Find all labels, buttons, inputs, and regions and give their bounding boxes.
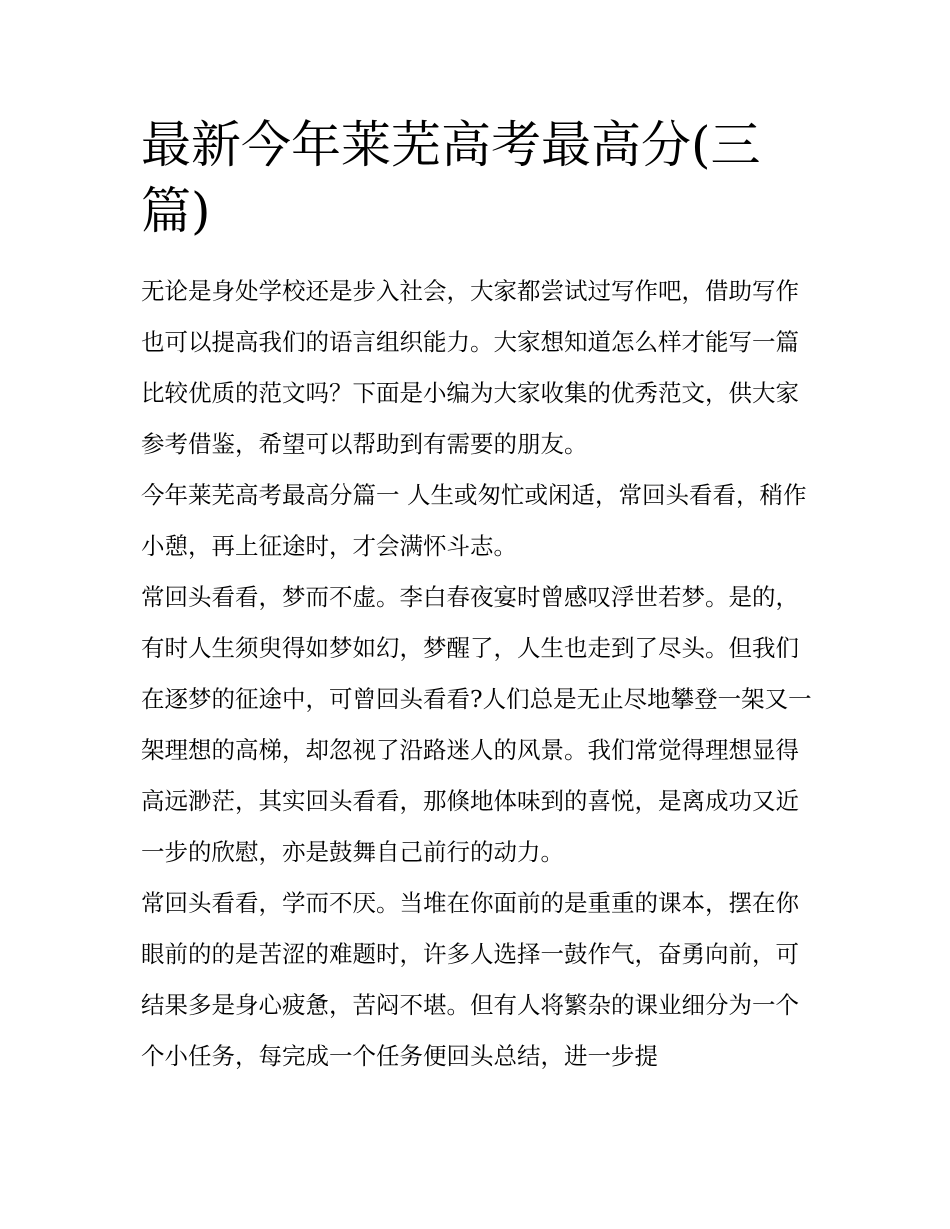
document-page	[141, 112, 813, 1082]
paragraph-study: 常回头看看，学而不厌。当堆在你面前的是重重的课本，摆在你眼前的的是苦涩的难题时，许多人选择一鼓作气，奋勇向前，可结果多是身心疲惫，苦闷不堪。但有人将繁杂的课业细分为一个个小任务，每完成一个任务便回头总结，进一步提	[141, 889, 799, 1070]
paragraph-intro: 无论是身处学校还是步入社会，大家都尝试过写作吧，借助写作也可以提高我们的语言组织能力。大家想知道怎么样才能写一篇比较优质的范文吗？下面是小编为大家收集的优秀范文，供大家参考借鉴，希望可以帮助到有需要的朋友。	[141, 277, 799, 458]
paragraph-dream: 常回头看看，梦而不虚。李白春夜宴时曾感叹浮世若梦。是的，有时人生须臾得如梦如幻，梦醒了，人生也走到了尽头。但我们在逐梦的征途中，可曾回头看看?人们总是无止尽地攀登一架又一架理想的高梯，却忽视了沿路迷人的风景。我们常觉得理想显得高远渺茫，其实回头看看，那倏地体味到的喜悦，是离成功又近一步的欣慰，亦是鼓舞自己前行的动力。	[141, 583, 812, 866]
document-title: 最新今年莱芜高考最高分(三篇)	[141, 116, 761, 240]
paragraph-essay-opening: 今年莱芜高考最高分篇一 人生或匆忙或闲适，常回头看看，稍作小憩，再上征途时，才会满怀斗志。	[141, 481, 807, 560]
